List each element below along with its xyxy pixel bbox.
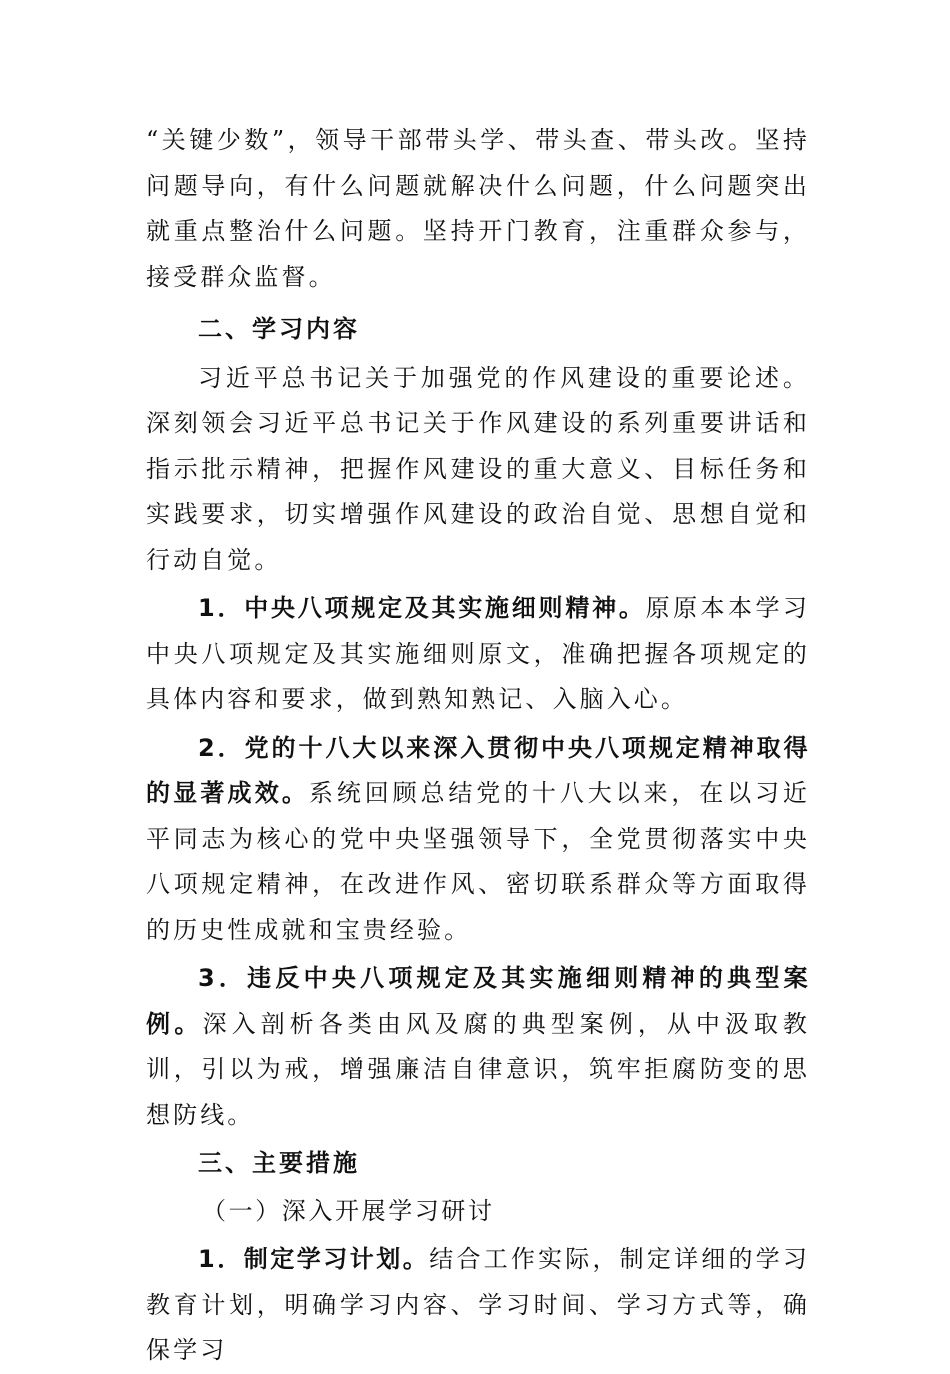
list-item-eight-rules <box>146 586 810 723</box>
list-item-lead: 3．违反中央八项规定及其实施细则精神的典型案例。 <box>146 964 810 1038</box>
document-page <box>146 118 810 1374</box>
list-item-body: 系统回顾总结党的十八大以来，在以习近平同志为核心的党中央坚强领导下，全党贯彻落实中央八项规定精神，在改进作风、密切联系群众等方面取得的历史性成就和宝贵经验。 <box>146 779 810 944</box>
list-item-body: 深入剖析各类由风及腐的典型案例，从中汲取教训，引以为戒，增强廉洁自律意识，筑牢拒腐防变的思想防线。 <box>146 1009 810 1129</box>
list-item-study-plan <box>146 1237 810 1374</box>
section-heading-study-content: 二、学习内容 <box>198 315 360 343</box>
list-item-achievements <box>146 726 810 954</box>
list-item-lead: 2．党的十八大以来深入贯彻中央八项规定精神取得的显著成效。 <box>146 733 810 807</box>
list-item-body: 结合工作实际，制定详细的学习教育计划，明确学习内容、学习时间、学习方式等，确保学习 <box>146 1245 810 1364</box>
paragraph-style-building: 习近平总书记关于加强党的作风建设的重要论述。深刻领会习近平总书记关于作风建设的系列重要讲话和指示批示精神，把握作风建设的重大意义、目标任务和实践要求，切实增强作风建设的政治自觉、思想自觉和行动自觉。 <box>146 363 810 574</box>
list-item-lead: 1．中央八项规定及其实施细则精神。 <box>198 594 646 622</box>
list-item-lead: 1．制定学习计划。 <box>198 1245 430 1273</box>
subsection-heading-study-discussion: （一）深入开展学习研讨 <box>202 1196 495 1225</box>
section-heading-main-measures: 三、主要措施 <box>198 1149 360 1177</box>
list-item-body: 原原本本学习中央八项规定及其实施细则原文，准确把握各项规定的具体内容和要求，做到熟知熟记、入脑入心。 <box>146 594 811 713</box>
paragraph-key-minority: “关键少数”，领导干部带头学、带头查、带头改。坚持问题导向，有什么问题就解决什么问题，什么问题突出就重点整治什么问题。坚持开门教育，注重群众参与，接受群众监督。 <box>146 126 810 291</box>
list-item-typical-cases <box>146 956 810 1138</box>
